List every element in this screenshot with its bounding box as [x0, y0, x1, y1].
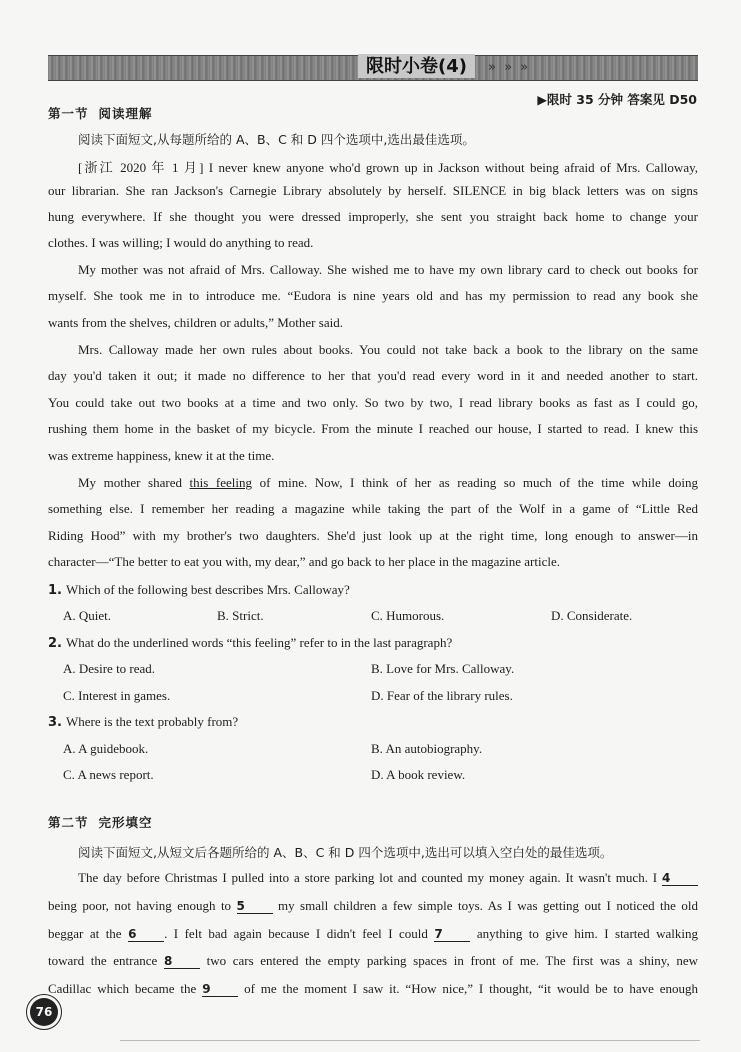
section-2-label: 第二节	[48, 815, 89, 830]
section-1-heading	[48, 104, 153, 122]
cloze-line	[48, 926, 698, 942]
question-number: 3.	[48, 715, 62, 730]
option-a[interactable]: A. A guidebook.	[63, 741, 149, 756]
cloze-text: of me the moment I saw it. “How nice,” I thought, “it would be to have enough	[244, 981, 699, 996]
passage-line: You could take out two books at a time and two only. So two by two, I read library books as fast as I could go,	[48, 395, 698, 410]
cloze-text: being poor, not having enough to	[48, 898, 232, 913]
option-a[interactable]: A. Desire to read.	[63, 661, 156, 676]
cloze-line	[48, 953, 698, 969]
passage-text: of mine. Now, I think of her as reading so much of the time while doing	[252, 475, 698, 490]
option-c[interactable]: C. Interest in games.	[63, 688, 171, 703]
blank-4[interactable]: 4	[662, 872, 698, 886]
option-a[interactable]: A. Quiet.	[63, 608, 112, 623]
section-1-label: 第一节	[48, 106, 89, 121]
option-b[interactable]: B. Strict.	[217, 608, 264, 623]
passage-line: was extreme happiness, knew it at the time.	[48, 448, 275, 463]
blank-7[interactable]: 7	[434, 928, 470, 942]
question-2	[48, 635, 452, 651]
cloze-line	[48, 898, 698, 914]
section-1-instruction: 阅读下面短文,从每题所给的 A、B、C 和 D 四个选项中,选出最佳选项。	[78, 132, 475, 147]
question-text: Where is the text probably from?	[65, 714, 239, 729]
passage-line: [浙江 2020 年 1 月] I never knew anyone who'd grown up in Jackson without being afraid of Mrs. Calloway,	[78, 160, 698, 175]
blank-5[interactable]: 5	[237, 900, 273, 914]
banner-arrows-icon: » » »	[488, 60, 531, 75]
option-d[interactable]: D. Fear of the library rules.	[371, 688, 513, 703]
passage-line: wants from the shelves, children or adults,” Mother said.	[48, 315, 343, 330]
blank-8[interactable]: 8	[164, 955, 200, 969]
title-banner	[48, 55, 698, 81]
option-d[interactable]: D. Considerate.	[551, 608, 633, 623]
question-1	[48, 582, 350, 598]
question-number: 1.	[48, 583, 62, 598]
cloze-line	[48, 981, 698, 997]
blank-9[interactable]: 9	[202, 983, 238, 997]
blank-6[interactable]: 6	[128, 928, 164, 942]
passage-line: something else. I remember her reading a magazine while taking the part of the Wolf in a game of “Little Red	[48, 501, 698, 516]
passage-line: Mrs. Calloway made her own rules about books. You could not take back a book to the library on the same	[78, 342, 698, 357]
passage-line: Riding Hood” with my brother's two daughters. She'd just look up at the right time, long enough to answer—in	[48, 528, 698, 543]
question-text: What do the underlined words “this feeling” refer to in the last paragraph?	[65, 635, 453, 650]
section-1-name: 阅读理解	[98, 106, 153, 121]
passage-line	[78, 475, 698, 491]
cloze-text: anything to give him. I started walking	[476, 926, 699, 941]
passage-text: My mother shared	[78, 475, 190, 490]
passage-line: hung everywhere. If she thought you were dressed improperly, she sent you straight back home to change your	[48, 209, 698, 224]
option-b[interactable]: B. An autobiography.	[371, 741, 483, 756]
cloze-text: toward the entrance	[48, 953, 158, 968]
quiz-title: 限时小卷(4)	[358, 54, 475, 78]
passage-line: our librarian. She ran Jackson's Carnegie Library absolutely by herself. SILENCE in big black letters was on signs	[48, 183, 698, 198]
cloze-text: . I felt bad again because I didn't feel I could	[164, 926, 428, 941]
cloze-text: my small children a few simple toys. As I was getting out I noticed the old	[277, 898, 698, 913]
cloze-text: beggar at the	[48, 926, 122, 941]
cloze-text: Cadillac which became the	[48, 981, 197, 996]
option-d[interactable]: D. A book review.	[371, 767, 466, 782]
page-edge-divider	[120, 1040, 700, 1041]
passage-line: myself. She took me in to introduce me. “Eudora is nine years old and has my permission to read any book she	[48, 288, 698, 303]
section-2-name: 完形填空	[98, 815, 153, 830]
passage-line: My mother was not afraid of Mrs. Calloway. She wished me to have my own library card to check out books for	[78, 262, 698, 277]
question-text: Which of the following best describes Mrs. Calloway?	[65, 582, 350, 597]
passage-line: rushing them home in the basket of my bicycle. From the minute I reached our house, I started to read. I knew this	[48, 421, 698, 436]
page-number: 76	[30, 998, 58, 1026]
cloze-text: The day before Christmas I pulled into a store parking lot and counted my money again. It wasn't much. I	[78, 870, 658, 885]
passage-line: character—“The better to eat you with, my dear,” and go back to her place in the magazine article.	[48, 554, 561, 569]
section-2-instruction: 阅读下面短文,从短文后各题所给的 A、B、C 和 D 四个选项中,选出可以填入空白处的最佳选项。	[78, 845, 613, 860]
option-c[interactable]: C. Humorous.	[371, 608, 445, 623]
option-b[interactable]: B. Love for Mrs. Calloway.	[371, 661, 515, 676]
time-limit-note: ▶限时 35 分钟 答案见 D50	[537, 92, 697, 107]
passage-line: day you'd taken it out; it made no difference to her that you'd read every word in it and needed another to start.	[48, 368, 698, 383]
cloze-line	[78, 870, 698, 886]
option-c[interactable]: C. A news report.	[63, 767, 154, 782]
passage-line: clothes. I was willing; I would do anything to read.	[48, 235, 314, 250]
cloze-text: two cars entered the empty parking spaces in front of me. The first was a shiny, new	[206, 953, 698, 968]
question-number: 2.	[48, 636, 62, 651]
section-2-heading	[48, 813, 153, 831]
underlined-phrase: this feeling	[189, 475, 252, 490]
question-3	[48, 714, 238, 730]
